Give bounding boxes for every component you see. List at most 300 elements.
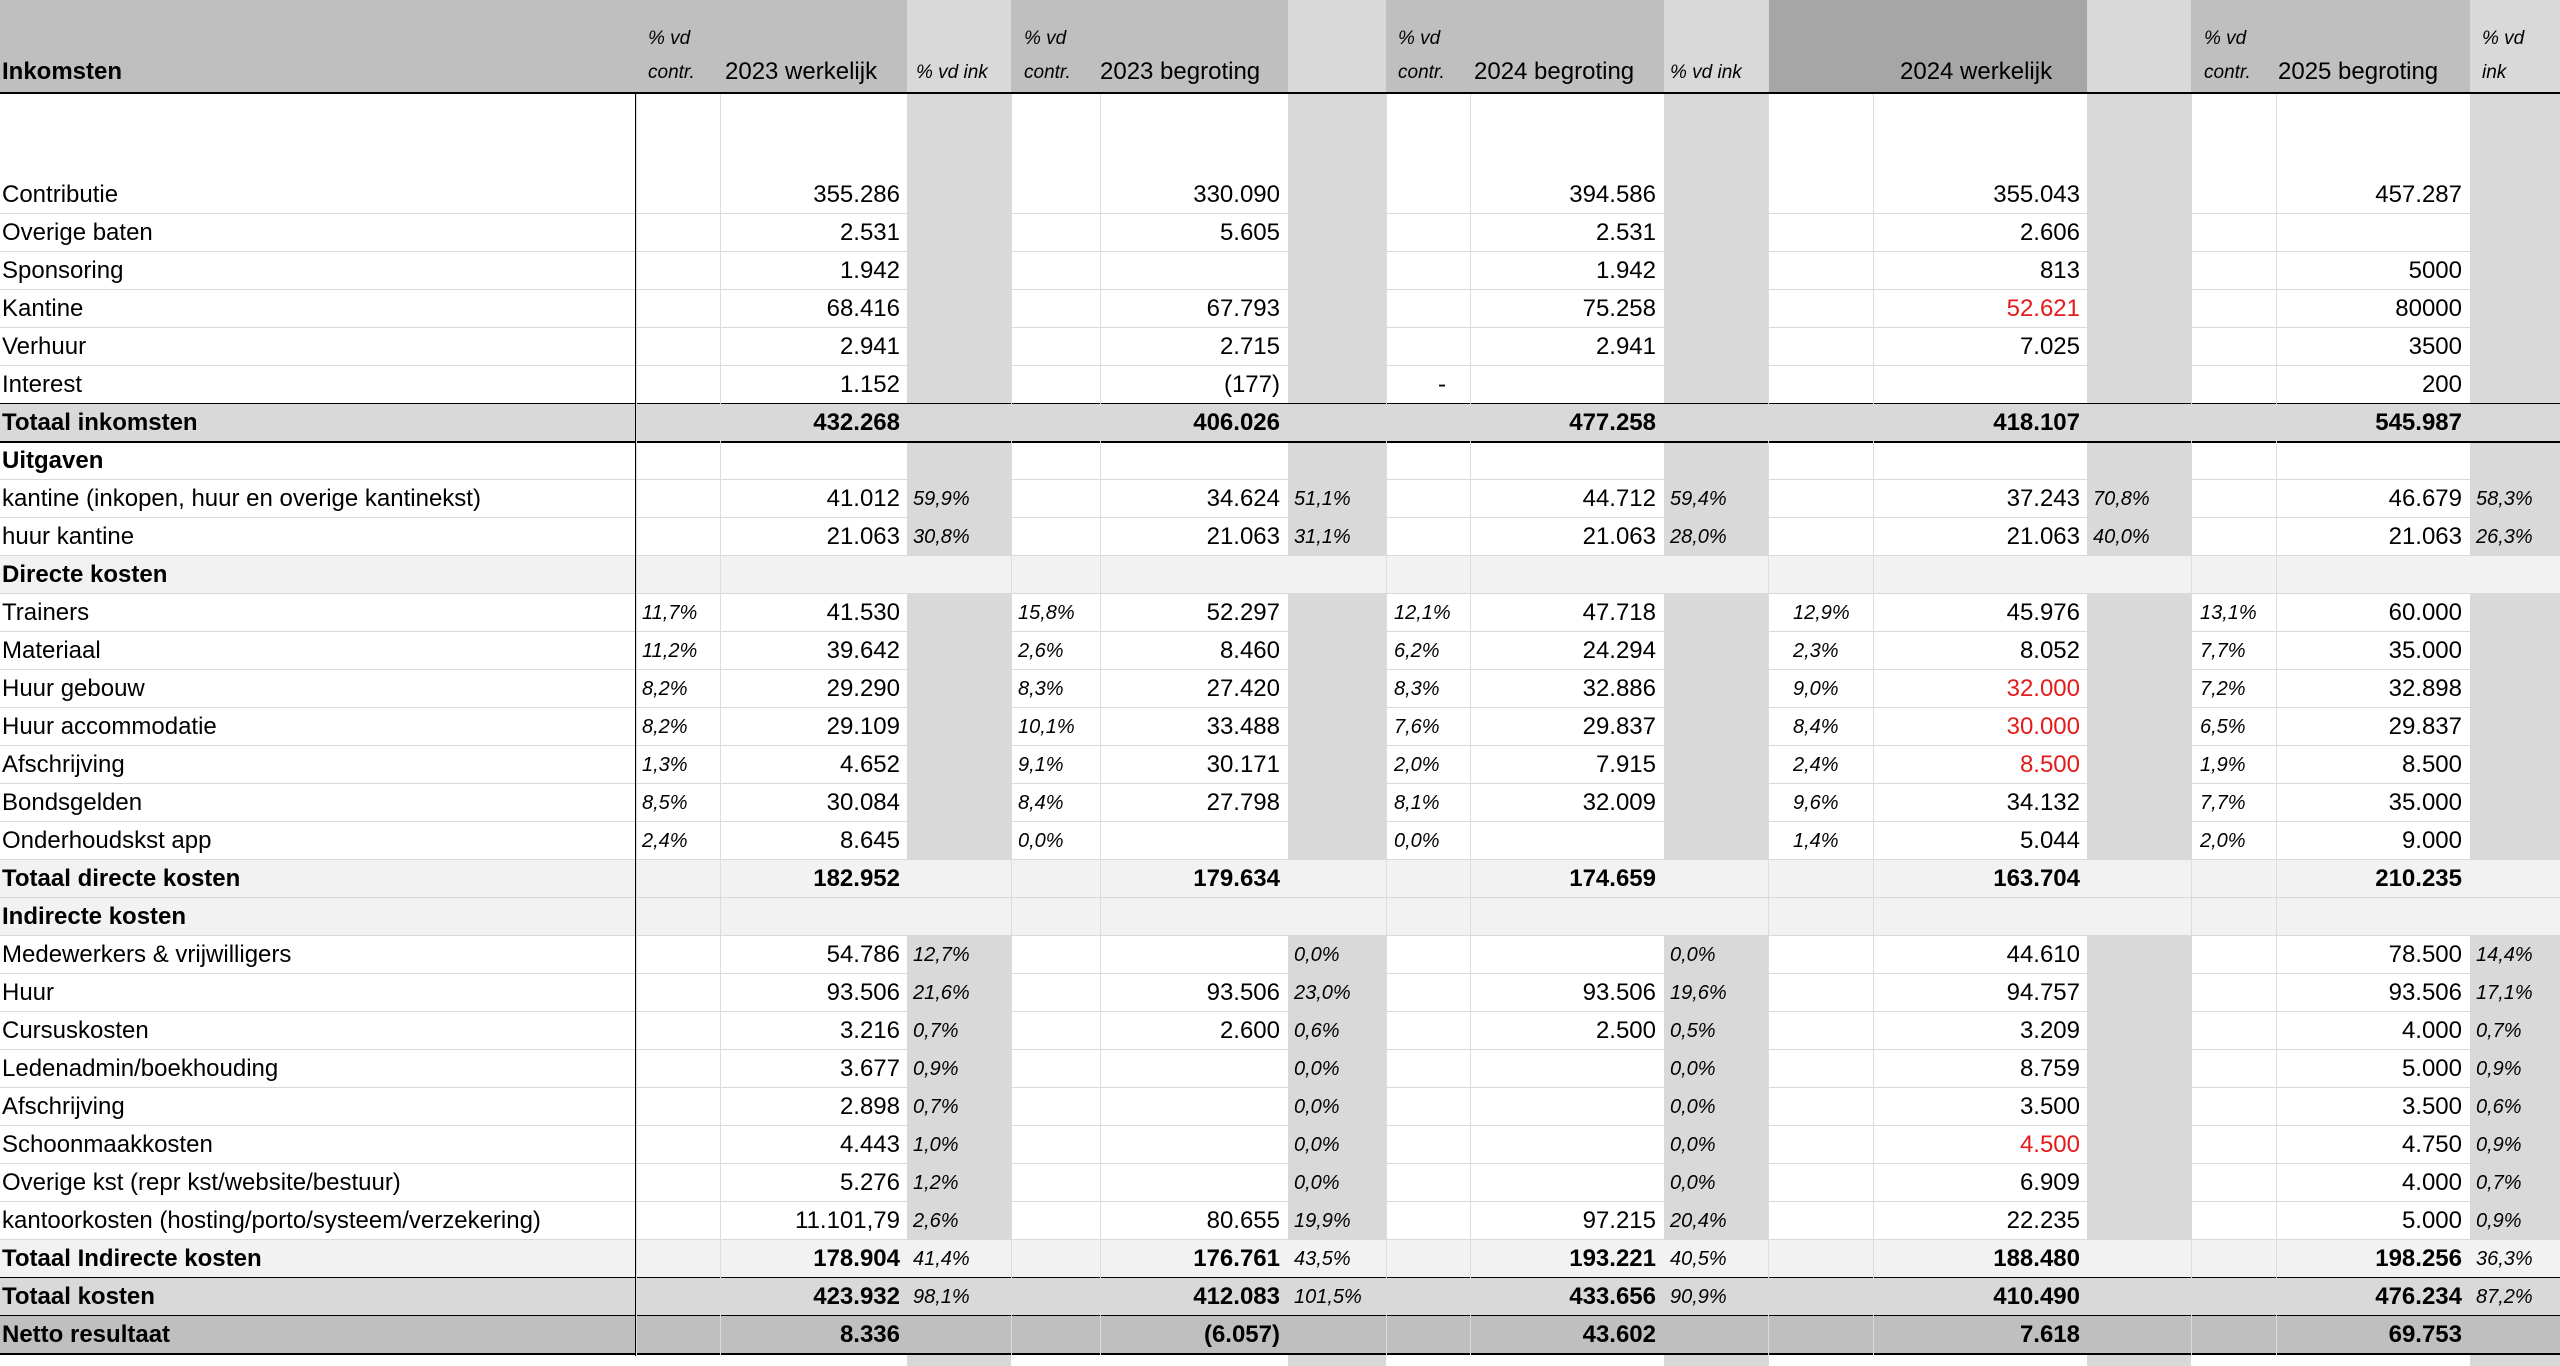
value-cell: 80.655	[1206, 1207, 1280, 1234]
pct-contr-cell: 15,8%	[1018, 602, 1075, 624]
value-cell: 4.750	[2401, 1131, 2462, 1158]
value-cell: 2.606	[2019, 219, 2080, 246]
pct-contr-cell: 11,2%	[642, 640, 698, 662]
value-cell: 2.531	[839, 219, 900, 246]
pct-contr-cell: 7,7%	[2200, 640, 2246, 662]
pct-ink-cell: 0,7%	[2476, 1172, 2522, 1194]
value-cell: 330.090	[1193, 181, 1280, 208]
value-cell: 69.753	[2388, 1321, 2462, 1348]
pct-ink-cell	[2087, 974, 2177, 1012]
table-row	[0, 822, 2560, 860]
pct-contr-header: contr.	[1024, 62, 1071, 83]
value-cell	[1104, 1050, 1284, 1088]
table-row	[0, 784, 2560, 822]
table-row	[0, 328, 2560, 366]
row-label: Indirecte kosten	[2, 903, 187, 930]
pct-contr-cell: 12,9%	[1793, 602, 1850, 624]
pct-ink-cell: 0,9%	[913, 1058, 959, 1080]
value-cell: 29.109	[826, 713, 900, 740]
table-row	[0, 480, 2560, 518]
column-divider	[1768, 94, 1769, 1356]
value-cell: 182.952	[813, 865, 900, 892]
pct-ink-cell: 0,0%	[1670, 1134, 1716, 1156]
value-cell: 5.000	[2401, 1207, 2462, 1234]
pct-ink-cell: 19,6%	[1670, 982, 1727, 1004]
value-cell: 34.132	[2006, 789, 2080, 816]
value-cell: 4.443	[839, 1131, 900, 1158]
pct-ink-cell: 0,0%	[1294, 1134, 1340, 1156]
pct-ink-cell: 36,3%	[2476, 1248, 2533, 1270]
value-cell: 457.287	[2375, 181, 2462, 208]
table-row	[0, 1202, 2560, 1240]
value-cell: 3.209	[2019, 1017, 2080, 1044]
row-label: Totaal directe kosten	[2, 865, 241, 892]
pct-contr-cell: 6,5%	[2200, 716, 2246, 738]
row-label: Uitgaven	[2, 447, 104, 474]
value-cell: 94.757	[2006, 979, 2080, 1006]
pct-ink-cell: 0,0%	[1670, 1058, 1716, 1080]
col-header-2025-begroting: 2025 begroting	[2278, 58, 2439, 85]
table-row	[0, 1088, 2560, 1126]
value-cell: 3.500	[2401, 1093, 2462, 1120]
table-row	[0, 708, 2560, 746]
pct-ink-cell: 0,9%	[2476, 1134, 2522, 1156]
table-row	[0, 974, 2560, 1012]
value-cell: 2.715	[1219, 333, 1280, 360]
value-cell: 3.677	[839, 1055, 900, 1082]
value-cell: 30.084	[826, 789, 900, 816]
pct-contr-cell: 8,4%	[1018, 792, 1064, 814]
pct-contr-cell: 7,2%	[2200, 678, 2246, 700]
pct-ink-cell: 0,0%	[1670, 944, 1716, 966]
pct-contr-cell: 9,0%	[1793, 678, 1839, 700]
value-cell: 1.942	[839, 257, 900, 284]
value-cell: 433.656	[1569, 1283, 1656, 1310]
pct-contr-cell: 1,3%	[642, 754, 688, 776]
column-divider	[1100, 94, 1101, 1356]
row-label: Netto resultaat	[2, 1321, 171, 1348]
pct-ink-cell: 0,0%	[1294, 1172, 1340, 1194]
row-label: Afschrijving	[2, 1093, 125, 1120]
table-row	[0, 214, 2560, 252]
pct-ink-cell: 98,1%	[913, 1286, 970, 1308]
value-cell: 179.634	[1193, 865, 1280, 892]
value-cell: 813	[2039, 257, 2080, 284]
value-cell: 24.294	[1582, 637, 1656, 664]
value-cell: 93.506	[2388, 979, 2462, 1006]
pct-contr-cell: 1,9%	[2200, 754, 2246, 776]
pct-contr-header: % vd	[648, 28, 691, 49]
value-cell: 7.915	[1595, 751, 1656, 778]
table-row	[0, 1126, 2560, 1164]
value-cell: 97.215	[1582, 1207, 1656, 1234]
pct-contr-cell: 10,1%	[1018, 716, 1075, 738]
table-row	[0, 746, 2560, 784]
pct-contr-header: contr.	[648, 62, 695, 83]
column-divider	[2276, 94, 2277, 1356]
column-divider	[1011, 94, 1012, 1356]
pct-ink-cell: 59,4%	[1670, 488, 1727, 510]
pct-ink-cell: 31,1%	[1294, 526, 1351, 548]
value-cell: 32.898	[2388, 675, 2462, 702]
pct-contr-cell: 1,4%	[1793, 830, 1839, 852]
row-label: Huur gebouw	[2, 675, 145, 702]
pct-contr-cell: 8,3%	[1394, 678, 1440, 700]
value-cell: 5.044	[2019, 827, 2080, 854]
pct-contr-cell: 8,4%	[1793, 716, 1839, 738]
row-label: Directe kosten	[2, 561, 168, 588]
value-cell: 21.063	[1206, 523, 1280, 550]
value-cell: 355.043	[1993, 181, 2080, 208]
table-row	[0, 252, 2560, 290]
row-label: huur kantine	[2, 523, 135, 550]
value-cell: 34.624	[1206, 485, 1280, 512]
row-label: Trainers	[2, 599, 90, 626]
table-row	[0, 1012, 2560, 1050]
pct-ink-cell: 0,0%	[1670, 1096, 1716, 1118]
row-label: Contributie	[2, 181, 119, 208]
value-cell	[1480, 1088, 1660, 1126]
pct-ink-cell: 0,5%	[1670, 1020, 1716, 1042]
value-cell: 9.000	[2401, 827, 2462, 854]
pct-ink-header: % vd	[2482, 28, 2525, 49]
column-divider	[1873, 94, 1874, 1356]
value-cell: 210.235	[2375, 865, 2462, 892]
pct-contr-cell: 2,4%	[1793, 754, 1839, 776]
value-cell: 193.221	[1569, 1245, 1656, 1272]
value-cell: 2.898	[839, 1093, 900, 1120]
table-row	[0, 1240, 2560, 1278]
value-cell	[1480, 1050, 1660, 1088]
value-cell: 33.488	[1206, 713, 1280, 740]
pct-contr-cell: 0,0%	[1018, 830, 1064, 852]
pct-ink-cell	[2087, 936, 2177, 974]
pct-ink-cell: 12,7%	[913, 944, 970, 966]
value-cell: 545.987	[2375, 409, 2462, 436]
pct-contr-cell: 13,1%	[2200, 602, 2257, 624]
table-row	[0, 1164, 2560, 1202]
pct-ink-cell	[2087, 1240, 2177, 1278]
row-label: Materiaal	[2, 637, 101, 664]
pct-ink-cell: 59,9%	[913, 488, 970, 510]
column-divider	[1386, 94, 1387, 1356]
value-cell: 37.243	[2006, 485, 2080, 512]
value-cell: 29.837	[1582, 713, 1656, 740]
value-cell: 21.063	[1582, 523, 1656, 550]
value-cell: 1.942	[1595, 257, 1656, 284]
value-cell: 174.659	[1569, 865, 1656, 892]
table-row	[0, 404, 2560, 442]
row-label: Onderhoudskst app	[2, 827, 212, 854]
pct-ink-cell: 1,2%	[913, 1172, 959, 1194]
value-cell: 27.798	[1206, 789, 1280, 816]
header-row	[0, 0, 2560, 92]
pct-ink-cell: 1,0%	[913, 1134, 959, 1156]
col-header-2023-begroting: 2023 begroting	[1100, 58, 1261, 85]
row-label: Cursuskosten	[2, 1017, 149, 1044]
row-label: Schoonmaakkosten	[2, 1131, 213, 1158]
pct-contr-cell: 2,4%	[642, 830, 688, 852]
pct-contr-cell: 2,0%	[1394, 754, 1440, 776]
value-cell: 163.704	[1993, 865, 2080, 892]
pct-contr-cell: 11,7%	[642, 602, 698, 624]
pct-ink-cell: 26,3%	[2476, 526, 2533, 548]
value-cell: 22.235	[2006, 1207, 2080, 1234]
table-row	[0, 366, 2560, 404]
value-cell: (177)	[1223, 371, 1280, 398]
pct-contr-cell: 12,1%	[1394, 602, 1451, 624]
pct-ink-cell: 0,6%	[1294, 1020, 1340, 1042]
value-cell: 35.000	[2388, 637, 2462, 664]
pct-ink-cell: 0,7%	[913, 1020, 959, 1042]
table-row	[0, 936, 2560, 974]
value-cell: 21.063	[826, 523, 900, 550]
value-cell: 8.052	[2019, 637, 2080, 664]
pct-contr-cell: 9,6%	[1793, 792, 1839, 814]
value-cell	[1104, 252, 1284, 290]
value-cell: 11.101,79	[795, 1207, 900, 1234]
value-cell: 52.297	[1206, 599, 1280, 626]
pct-ink-cell: 0,7%	[2476, 1020, 2522, 1042]
value-cell: 29.837	[2388, 713, 2462, 740]
row-label: Totaal kosten	[2, 1283, 155, 1310]
table-row	[0, 860, 2560, 898]
pct-ink-cell: 41,4%	[913, 1248, 970, 1270]
value-cell: 8.759	[2019, 1055, 2080, 1082]
value-cell: 394.586	[1569, 181, 1656, 208]
pct-ink-cell: 101,5%	[1294, 1286, 1362, 1308]
pct-contr-cell: 8,2%	[642, 678, 688, 700]
pct-ink-cell	[2087, 1050, 2177, 1088]
value-cell: 93.506	[1206, 979, 1280, 1006]
pct-ink-cell: 0,6%	[2476, 1096, 2522, 1118]
row-label: Totaal inkomsten	[2, 409, 198, 436]
header-divider	[0, 92, 2560, 94]
pct-contr-cell: 2,6%	[1018, 640, 1064, 662]
pct-ink-cell	[2087, 1012, 2177, 1050]
value-cell: 30.171	[1206, 751, 1280, 778]
pct-contr-cell: 8,5%	[642, 792, 688, 814]
value-cell: 43.602	[1582, 1321, 1656, 1348]
value-cell: 80000	[2395, 295, 2462, 322]
row-label: Ledenadmin/boekhouding	[2, 1055, 279, 1082]
col-header-2023-werkelijk: 2023 werkelijk	[725, 58, 878, 85]
pct-contr-cell: 8,1%	[1394, 792, 1440, 814]
table-row	[0, 632, 2560, 670]
pct-ink-cell: 87,2%	[2476, 1286, 2533, 1308]
pct-contr-header: % vd	[2204, 28, 2247, 49]
value-cell: 418.107	[1993, 409, 2080, 436]
label-column-border	[635, 94, 636, 1356]
value-cell	[2286, 214, 2466, 252]
value-cell: 423.932	[813, 1283, 900, 1310]
value-cell	[1480, 1126, 1660, 1164]
value-cell: 54.786	[826, 941, 900, 968]
value-cell: 30.000	[2006, 713, 2080, 740]
pct-ink-cell: 70,8%	[2093, 488, 2150, 510]
pct-ink-cell: 30,8%	[913, 526, 970, 548]
pct-ink-header: ink	[2482, 62, 2507, 83]
row-label: Interest	[2, 371, 83, 398]
row-label: Overige baten	[2, 219, 153, 246]
value-cell: 476.234	[2375, 1283, 2462, 1310]
value-cell: 52.621	[2006, 295, 2080, 322]
pct-contr-cell: 0,0%	[1394, 830, 1440, 852]
table-row	[0, 556, 2560, 594]
value-cell: 44.610	[2006, 941, 2080, 968]
value-cell: 355.286	[813, 181, 900, 208]
value-cell: 2.531	[1595, 219, 1656, 246]
table-row	[0, 1278, 2560, 1316]
pct-contr-cell: 2,0%	[2200, 830, 2246, 852]
value-cell: 7.025	[2019, 333, 2080, 360]
value-cell	[1480, 1164, 1660, 1202]
pct-ink-cell: 51,1%	[1294, 488, 1351, 510]
table-row	[0, 94, 2560, 214]
value-cell	[1480, 822, 1660, 860]
pct-ink-cell: 19,9%	[1294, 1210, 1351, 1232]
value-cell: 41.530	[826, 599, 900, 626]
value-cell: 93.506	[826, 979, 900, 1006]
value-cell: 3.216	[839, 1017, 900, 1044]
value-cell: 5.605	[1219, 219, 1280, 246]
pct-contr-header: contr.	[2204, 62, 2251, 83]
row-label: Huur	[2, 979, 55, 1006]
row-label: kantine (inkopen, huur en overige kantinekst)	[2, 485, 481, 512]
value-cell: 5000	[2408, 257, 2462, 284]
pct-ink-header: % vd ink	[1670, 62, 1742, 83]
row-label: Medewerkers & vrijwilligers	[2, 941, 292, 968]
pct-contr-cell: 7,7%	[2200, 792, 2246, 814]
value-cell	[1104, 822, 1284, 860]
value-cell: 2.500	[1595, 1017, 1656, 1044]
pct-ink-cell	[2087, 1202, 2177, 1240]
row-label: Huur accommodatie	[2, 713, 217, 740]
value-cell: 32.009	[1582, 789, 1656, 816]
pct-contr-header: % vd	[1024, 28, 1067, 49]
value-cell: 27.420	[1206, 675, 1280, 702]
table-row	[0, 1050, 2560, 1088]
pct-ink-cell: 0,0%	[1670, 1172, 1716, 1194]
pct-contr-cell: 8,2%	[642, 716, 688, 738]
value-cell: 188.480	[1993, 1245, 2080, 1272]
value-cell: 45.976	[2006, 599, 2080, 626]
value-cell: 47.718	[1582, 599, 1656, 626]
pct-ink-cell: 0,0%	[1294, 1096, 1340, 1118]
value-cell	[1874, 366, 2084, 404]
value-cell	[1104, 1164, 1284, 1202]
col-header-2024-werkelijk: 2024 werkelijk	[1900, 58, 2053, 85]
pct-contr-cell: 7,6%	[1394, 716, 1440, 738]
pct-ink-cell: 0,9%	[2476, 1210, 2522, 1232]
value-cell: 75.258	[1582, 295, 1656, 322]
row-label: kantoorkosten (hosting/porto/systeem/verzekering)	[2, 1207, 541, 1234]
pct-contr-header: contr.	[1398, 62, 1445, 83]
value-cell: 60.000	[2388, 599, 2462, 626]
value-cell: (6.057)	[1203, 1321, 1280, 1348]
value-cell: 41.012	[826, 485, 900, 512]
value-cell: 4.652	[839, 751, 900, 778]
table-row	[0, 670, 2560, 708]
pct-ink-cell: 14,4%	[2476, 944, 2533, 966]
value-cell	[1104, 1088, 1284, 1126]
pct-ink-cell: 17,1%	[2476, 982, 2533, 1004]
pct-contr-cell: 2,3%	[1793, 640, 1839, 662]
value-cell: 477.258	[1569, 409, 1656, 436]
value-cell: 6.909	[2019, 1169, 2080, 1196]
value-cell: 21.063	[2006, 523, 2080, 550]
pct-ink-cell: 58,3%	[2476, 488, 2533, 510]
pct-ink-cell: 0,9%	[2476, 1058, 2522, 1080]
row-label: Verhuur	[2, 333, 87, 360]
table-row	[0, 898, 2560, 936]
value-cell: 8.500	[2401, 751, 2462, 778]
value-cell: -	[1438, 371, 1446, 398]
column-divider	[2191, 94, 2192, 1356]
value-cell: 3.500	[2019, 1093, 2080, 1120]
value-cell: 35.000	[2388, 789, 2462, 816]
value-cell: 46.679	[2388, 485, 2462, 512]
value-cell: 176.761	[1193, 1245, 1280, 1272]
value-cell: 44.712	[1582, 485, 1656, 512]
value-cell: 4.000	[2401, 1169, 2462, 1196]
value-cell: 39.642	[826, 637, 900, 664]
value-cell: 198.256	[2375, 1245, 2462, 1272]
pct-contr-header: % vd	[1398, 28, 1441, 49]
inkomsten-header: Inkomsten	[2, 58, 123, 85]
value-cell: 200	[2421, 371, 2462, 398]
pct-ink-cell: 28,0%	[1670, 526, 1727, 548]
value-cell: 21.063	[2388, 523, 2462, 550]
row-label: Afschrijving	[2, 751, 125, 778]
value-cell: 67.793	[1206, 295, 1280, 322]
pct-ink-cell: 0,0%	[1294, 944, 1340, 966]
row-label: Overige kst (repr kst/website/bestuur)	[2, 1169, 401, 1196]
table-row	[0, 594, 2560, 632]
pct-ink-cell	[2087, 1126, 2177, 1164]
pct-ink-cell: 0,7%	[913, 1096, 959, 1118]
value-cell: 2.941	[1595, 333, 1656, 360]
value-cell: 406.026	[1193, 409, 1280, 436]
pct-contr-cell: 9,1%	[1018, 754, 1064, 776]
column-divider	[720, 94, 721, 1356]
col-header-2024-begroting: 2024 begroting	[1474, 58, 1635, 85]
pct-ink-cell: 23,0%	[1294, 982, 1351, 1004]
value-cell: 412.083	[1193, 1283, 1280, 1310]
pct-contr-cell: 6,2%	[1394, 640, 1440, 662]
value-cell: 29.290	[826, 675, 900, 702]
value-cell: 78.500	[2388, 941, 2462, 968]
row-label: Sponsoring	[2, 257, 124, 284]
pct-ink-cell: 0,0%	[1294, 1058, 1340, 1080]
pct-ink-cell: 20,4%	[1670, 1210, 1727, 1232]
table-row	[0, 442, 2560, 480]
value-cell: 7.618	[2019, 1321, 2080, 1348]
column-divider	[1470, 94, 1471, 1356]
column-divider	[636, 94, 637, 1356]
value-cell: 5.276	[839, 1169, 900, 1196]
value-cell: 4.000	[2401, 1017, 2462, 1044]
value-cell: 68.416	[826, 295, 900, 322]
value-cell: 2.941	[839, 333, 900, 360]
pct-ink-cell	[2087, 1164, 2177, 1202]
table-row	[0, 518, 2560, 556]
value-cell	[1104, 1126, 1284, 1164]
pct-ink-cell	[2087, 1088, 2177, 1126]
value-cell: 8.460	[1219, 637, 1280, 664]
row-label: Totaal Indirecte kosten	[2, 1245, 262, 1272]
value-cell: 4.500	[2019, 1131, 2080, 1158]
